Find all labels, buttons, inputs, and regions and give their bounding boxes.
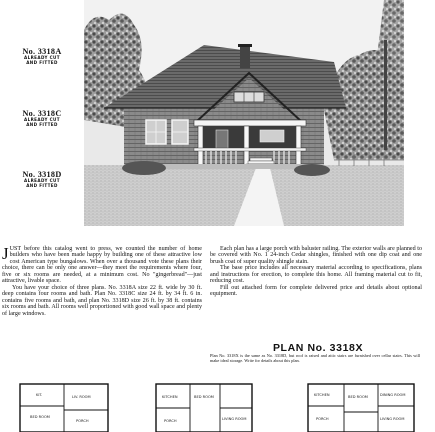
plan-number: No. 3318D — [22, 170, 62, 179]
room-label: KIT. — [36, 393, 43, 397]
plan-label-3318a — [2, 47, 82, 65]
room-label: BED ROOM — [348, 395, 368, 399]
plans-paragraph: You have your choice of three plans. No. 3318A size 22 ft. wide by 30 ft. deep contains four rooms and bath. Plan No. 3318C size 24 ft. by 34 ft. 6 in. contains five rooms and bath, and plan No. 3318D size 26 ft. by 38 ft. contains six rooms and bath. All rooms well proportioned with good wall space and plenty of large windows. — [2, 284, 202, 317]
plan-subtitle-line2: AND FITTED — [26, 121, 58, 127]
plan-subtitle-line2: AND FITTED — [26, 182, 58, 188]
floor-plan-3318a — [10, 380, 120, 432]
bungalow-illustration — [84, 0, 404, 226]
room-label: BED ROOM — [30, 415, 50, 419]
description-left — [2, 246, 202, 317]
plan-label-3318c — [2, 109, 82, 127]
porch-paragraph: Each plan has a large porch with baluster railing. The exterior walls are planned to be covered with No. 1 24-inch Cedar shingles, finished with one dip coat and one brush coat of super quality shingle stain. — [210, 246, 422, 265]
plan-number: No. 3318C — [22, 109, 62, 118]
room-label: PORCH — [164, 419, 177, 423]
floor-plan-3318d — [300, 380, 422, 432]
intro-text: UST before this catalog went to press, we counted the number of home builders who have been made happy by building one of these attractive low cost American type bungalows. When over a thousand vote these plans their choice, there can be only one answer—they meet the requirements where four, five or six rooms are needed, at a minimum cost. No "gingerbread"—just attractive, livable space. — [2, 246, 202, 285]
room-label: PORCH — [316, 417, 329, 421]
room-label: KITCHEN — [314, 393, 330, 397]
floor-plan-3318c — [150, 380, 260, 432]
price-paragraph: The base price includes all necessary material according to specifications, plans and instructions for erection, to complete this home. All framing material cut to fit, reducing cost. — [210, 265, 422, 285]
room-label: DINING ROOM — [380, 393, 406, 397]
room-label: LIV. ROOM — [72, 395, 91, 399]
plan-subtitle-line1: ALREADY CUT — [24, 178, 60, 183]
drop-cap: J — [2, 244, 9, 263]
plan-number: No. 3318A — [22, 47, 62, 56]
plan-label-3318d — [2, 170, 82, 188]
room-label: LIVING ROOM — [222, 417, 247, 421]
room-label: BED ROOM — [194, 395, 214, 399]
plan-x-note: Plan No. 3318X is the same as No. 3318D, but roof is raised and attic stairs are furnished over cellar stairs. This will make ideal storage. Write for details about this plan. — [210, 353, 420, 363]
plan-x-title: PLAN No. 3318X — [272, 342, 364, 354]
plan-subtitle-line1: ALREADY CUT — [24, 117, 60, 122]
plan-subtitle-line2: AND FITTED — [26, 59, 58, 65]
order-paragraph: Fill out attached form for complete delivered price and details about optional equipment. — [210, 284, 422, 298]
room-label: KITCHEN — [162, 395, 178, 399]
intro-paragraph — [2, 246, 202, 285]
plan-subtitle-line1: ALREADY CUT — [24, 55, 60, 60]
description-right — [210, 246, 422, 298]
room-label: PORCH — [76, 419, 89, 423]
room-label: LIVING ROOM — [380, 417, 405, 421]
